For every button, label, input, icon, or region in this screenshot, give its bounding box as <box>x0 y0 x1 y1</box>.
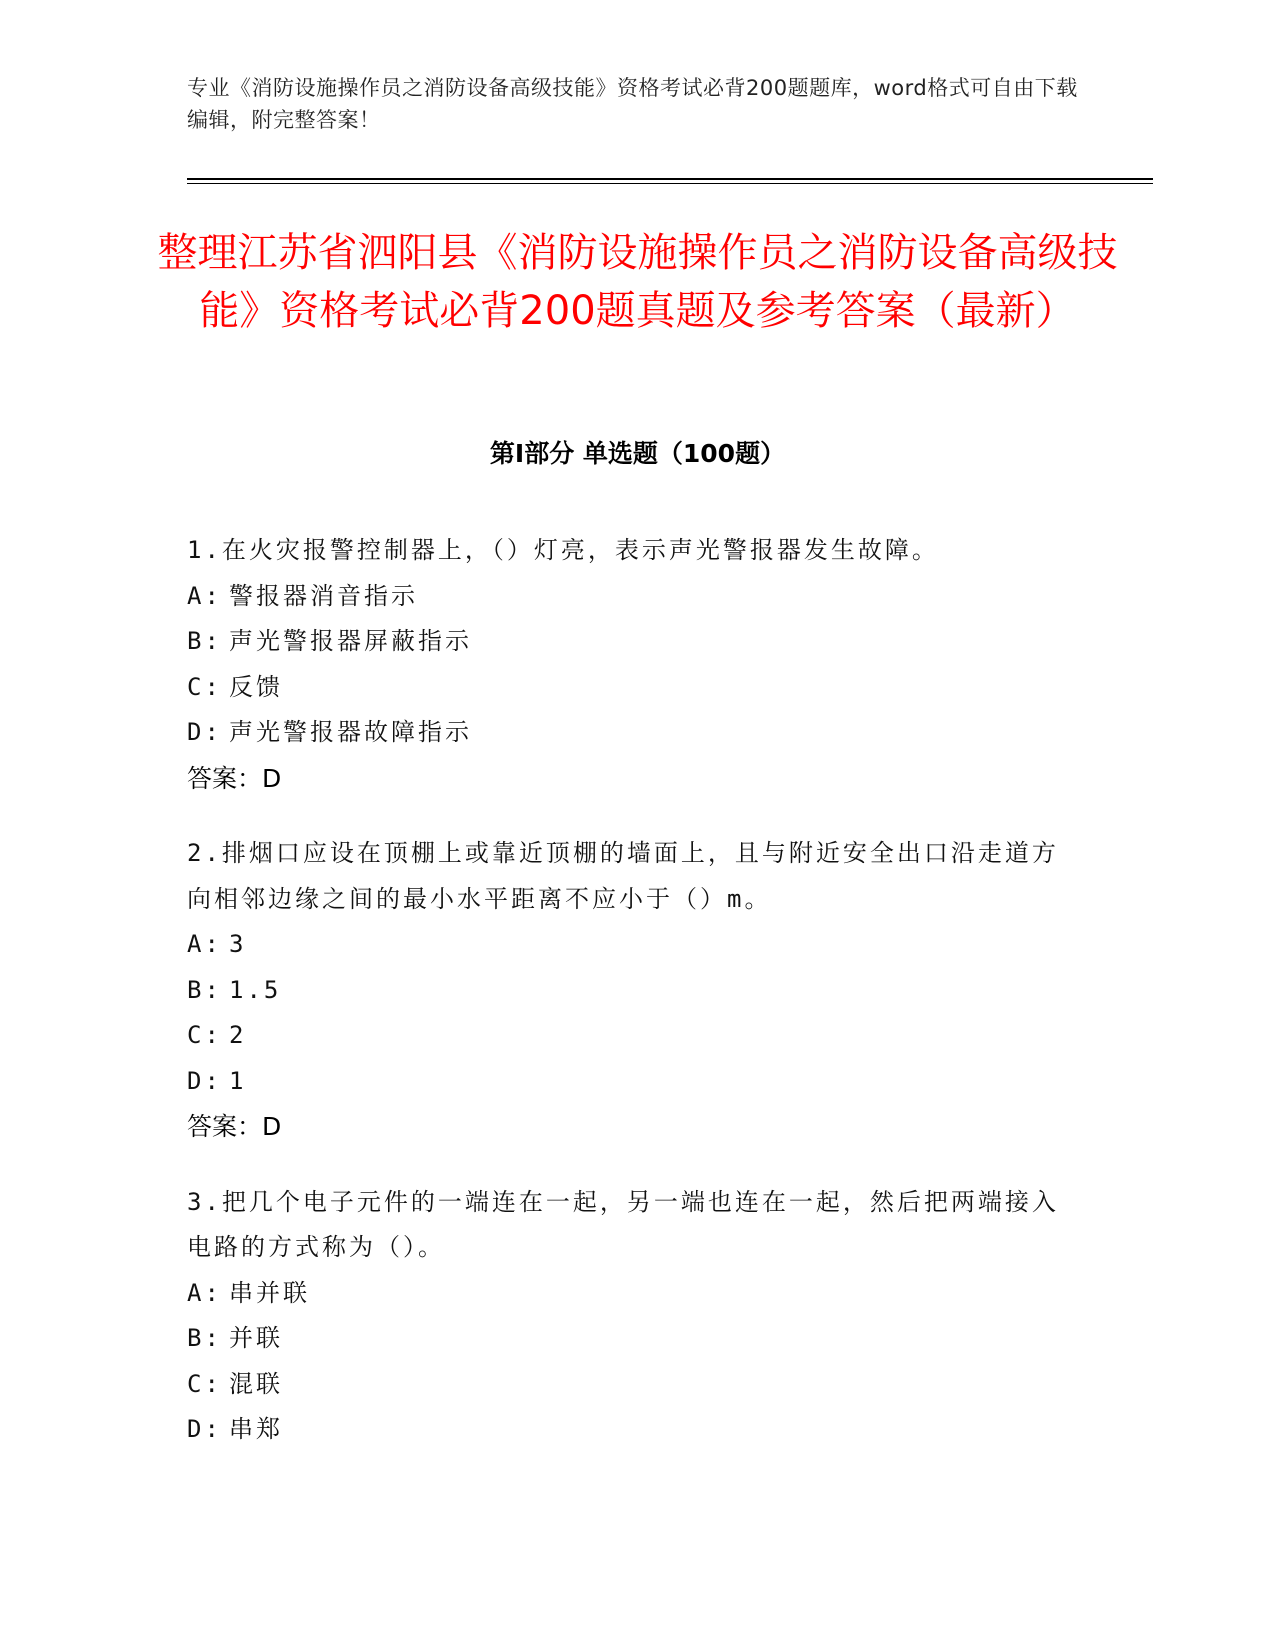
option-text: 串并联 <box>229 1278 310 1307</box>
question-3 <box>187 1180 1077 1453</box>
option-text: 1 <box>229 1066 247 1095</box>
option-b <box>187 1316 1077 1362</box>
option-a <box>187 574 1077 620</box>
option-b <box>187 968 1077 1014</box>
option-text: 反馈 <box>229 672 283 701</box>
option-c <box>187 1362 1077 1408</box>
option-text: 串郑 <box>229 1415 283 1443</box>
option-text: 1.5 <box>229 975 282 1004</box>
option-c <box>187 1013 1077 1059</box>
header-note: 专业《消防设施操作员之消防设备高级技能》资格考试必背200题题库，word格式可自由下载编辑，附完整答案！ <box>187 76 1078 132</box>
option-key: B: <box>187 1324 222 1352</box>
option-key: D: <box>187 718 222 746</box>
option-key: A: <box>187 1278 222 1307</box>
option-key: B: <box>187 975 222 1004</box>
question-stem: 2.排烟口应设在顶棚上或靠近顶棚的墙面上，且与附近安全出口沿走道方向相邻边缘之间的最小水平距离不应小于（）m。 <box>187 839 1059 913</box>
option-d <box>187 1407 1077 1453</box>
option-key: C: <box>187 1021 222 1049</box>
page-title: 整理江苏省泗阳县《消防设施操作员之消防设备高级技能》资格考试必背200题真题及参考答案（最新） <box>157 230 1118 334</box>
option-key: A: <box>187 930 222 958</box>
option-text: 3 <box>229 930 247 958</box>
option-text: 声光警报器屏蔽指示 <box>229 627 472 655</box>
option-text: 声光警报器故障指示 <box>229 718 472 746</box>
option-a <box>187 1271 1077 1317</box>
option-key: B: <box>187 627 222 655</box>
option-key: D: <box>187 1066 222 1095</box>
header-rule-thick <box>187 178 1153 180</box>
option-c <box>187 665 1077 711</box>
option-d <box>187 710 1077 756</box>
question-2 <box>187 831 1077 1150</box>
option-d <box>187 1059 1077 1105</box>
option-text: 混联 <box>229 1369 283 1398</box>
answer-line: 答案：D <box>187 1112 282 1141</box>
option-text: 2 <box>229 1021 247 1049</box>
header-rule-thin <box>187 183 1153 184</box>
question-1 <box>187 528 1077 801</box>
question-stem: 3.把几个电子元件的一端连在一起，另一端也连在一起，然后把两端接入电路的方式称为（）。 <box>187 1187 1059 1261</box>
option-a <box>187 922 1077 968</box>
option-key: D: <box>187 1415 222 1443</box>
option-key: C: <box>187 672 222 701</box>
section-heading: 第I部分 单选题（100题） <box>489 439 786 468</box>
question-stem: 1.在火灾报警控制器上，（）灯亮，表示声光警报器发生故障。 <box>187 536 939 564</box>
option-key: C: <box>187 1369 222 1398</box>
option-key: A: <box>187 581 222 610</box>
question-list <box>187 528 1077 1483</box>
option-text: 警报器消音指示 <box>229 581 418 610</box>
option-text: 并联 <box>229 1324 283 1352</box>
option-b <box>187 619 1077 665</box>
answer-line: 答案：D <box>187 763 282 793</box>
